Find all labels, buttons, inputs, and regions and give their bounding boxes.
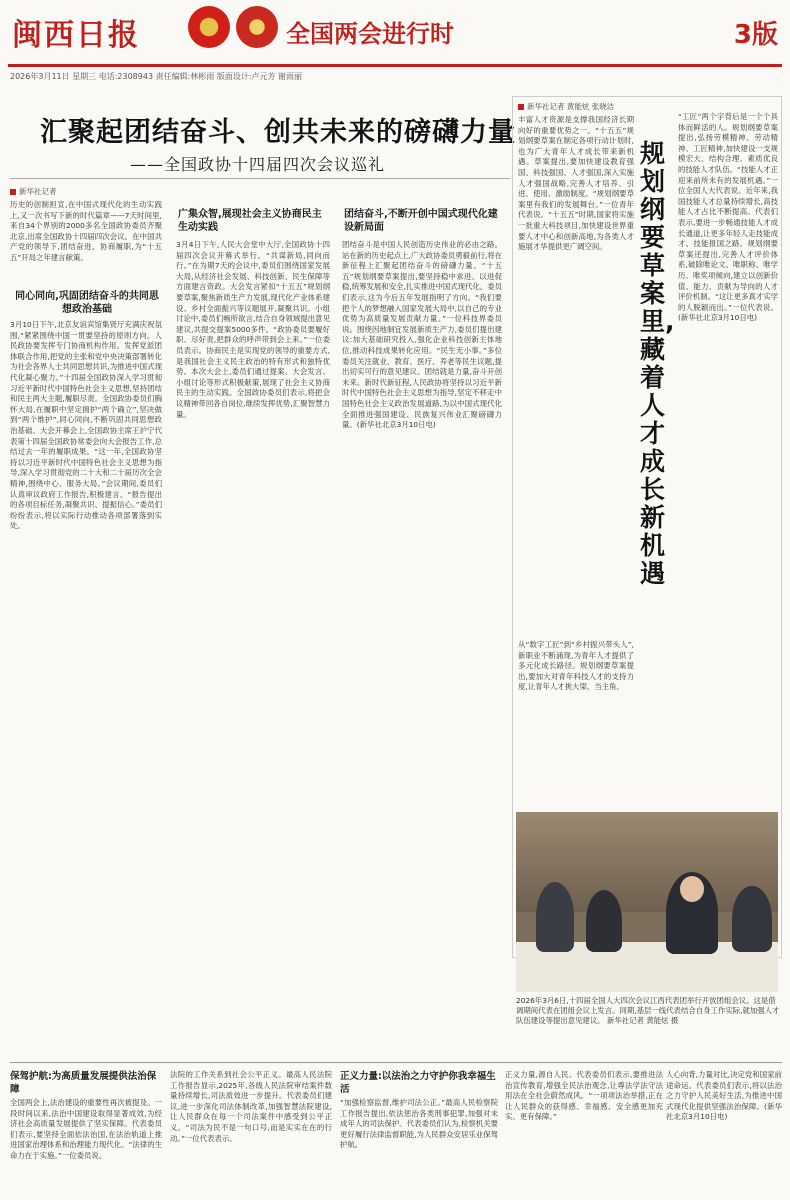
bottom-body-2: 法院的工作关系到社会公平正义。最高人民法院工作报告显示,2025年,各级人民法院审结案件数量持续增长,司法质效进一步提升。代表委员们建议,进一步深化司法体制改革,加强智慧法院建设,让人民群众在每一个司法案件中感受到公平正义。“司法为民不是一句口号,而是实实在在的行动。”一位代表表示。 [170, 1070, 332, 1143]
bottom-col-5 [666, 1070, 782, 1194]
divider [10, 1062, 782, 1063]
sidebar-body-3: 从“数字工匠”到“乡村振兴带头人”,新职业不断涌现,为青年人才提供了多元化成长路径。规划纲要草案提出,要加大对青年科技人才的支持力度,让青年人才挑大梁、当主角。 [518, 640, 634, 692]
lead-headline: 汇聚起团结奋斗、创共未来的磅礴力量 [40, 117, 516, 148]
speaker-face [680, 876, 704, 902]
lead-col-a-body: 3月10日下午,北京友谊宾馆集贤厅充满庆祝氛围,“紧紧围绕中国一贯要坚持的原则方向。人民政协要发挥专门协商机构作用。发挥党派团体联合作用,把党的主张和党中央决策部署转化为社会各界人士共同思想共识,为推进中国式现代化凝心聚力。”十四届全国政协深入学习贯彻习近平新时代中国特色社会主义思想,坚持团结和民主两大主题,履职尽责。全国政协委员们胸怀大局,在履职中坚定拥护“两个确立”,坚决做到“两个维护”,同心同向,不断巩固共同思想政治基础。大会开幕会上,全国政协主席王沪宁代表第十四届全国政协常委会向大会报告工作,总结过去一年的履职成果。“这一年,全国政协坚持以习近平新时代中国特色社会主义思想为指导,深入学习贯彻党的二十大和二十届历次全会精神,围绕中心、服务大局。”会议期间,委员们认真审议政府工作报告,积极建言。“报告提出的各项目标任务,凝聚共识、提振信心。”委员们纷纷表示,将以实际行动推动各项部署落到实处。 [10, 320, 162, 531]
bottom-body-3: “加强检察监督,维护司法公正。”最高人民检察院工作报告提出,依法惩治各类刑事犯罪,加强对未成年人的司法保护。代表委员们认为,检察机关要更好履行法律监督职能,为人民群众安居乐业保驾护航。 [340, 1098, 498, 1150]
sidebar-byline: 新华社记者 黄能炫 张晓洁 [518, 101, 614, 112]
bottom-body-5: 人心向背,力量对比,决定党和国家前途命运。代表委员们表示,将以法治之力守护人民美好生活,为推进中国式现代化提供坚强法治保障。(新华社北京3月10日电) [666, 1070, 782, 1122]
issue-info: 2026年3月11日 星期三 电话:2308943 责任编辑:林彬雨 版面设计:卢元芳 谢雨丽 [10, 72, 303, 81]
bullet-icon [518, 104, 524, 110]
photo-caption: 2026年3月6日,十四届全国人大四次会议江西代表团举行开放团组会议。这是借调期间代表在团组会议上发言。同期,基层一线代表结合自身工作实际,就加强人才队伍建设等提出意见建议。 新华社记者 黄能炫 摄 [516, 996, 780, 1025]
bottom-body-4: 正义力量,源自人民。代表委员们表示,要推进法治宣传教育,增强全民法治观念,让尊法学法守法用法在全社会蔚然成风。“一项项法治举措,正在让人民群众的获得感、幸福感、安全感更加充实、更有保障。” [505, 1070, 663, 1122]
national-emblem-icon [188, 6, 230, 48]
lead-byline: 新华社记者 [10, 186, 57, 197]
lead-subhead: ——全国政协十四届四次会议巡礼 [130, 155, 386, 174]
bottom-col-4 [505, 1070, 663, 1194]
lead-col-b-body: 3月4日下午,人民大会堂中大厅,全国政协十四届四次会议开幕式举行。“共谋新局,同向而行。”在为期7天的会议中,委员们围绕国家发展大局,从经济社会发展、科技创新、民生保障等方面建言资政。大会发言紧扣“十五五”规划纲要草案,聚焦新质生产力发展,现代化产业体系建设、乡村全面振兴等议题展开,凝聚共识。小组讨论中,委员们畅所欲言,结合自身领域提出意见建议,共提交提案5000多件。“政协委员要履好职、尽好责,把群众的呼声带到会上来。”一位委员表示。协商民主是实现党的领导的重要方式,是我国社会主义民主政治的特有形式和独特优势。本次大会上,委员们通过提案、大会发言、小组讨论等形式积极献策,展现了社会主义协商民主的生动实践。全国政协委员们表示,将把会议精神带回各自岗位,继续发挥优势,汇聚智慧力量。 [176, 240, 330, 419]
lead-subtitle-3: 团结奋斗,不断开创中国式现代化建设新局面 [344, 209, 498, 233]
sidebar-body-1: 丰富人才资源是支撑我国经济长期向好的重要优势之一。“十五五”规划纲要草案在制定各项行动计划时,也为广大青年人才成长带来新机遇。草案提出,要加快建设教育强国、科技强国、人才强国,深入实施人才强国战略,完善人才培养、引进、使用、激励制度。“规划纲要草案里有我们的发展舞台。”一位青年代表说。“十五五”时期,国家将实施一批重大科技项目,加快建设世界重要人才中心和创新高地,为各类人才施展才华提供更广阔空间。 [518, 115, 634, 252]
page-number: 3版 [733, 20, 778, 50]
person-figure [586, 890, 622, 952]
lead-col-c-body: 团结奋斗是中国人民创造历史伟业的必由之路。站在新的历史起点上,广大政协委员勇毅前行,将在新征程上汇聚起团结奋斗的磅礴力量。“十五五”规划纲要草案提出,要坚持稳中求进、以进促稳,统筹发展和安全,扎实推进中国式现代化。委员们表示,这为今后五年发展指明了方向。“我们要把个人的梦想融入国家发展大局中,以自己的专业优势为高质量发展贡献力量。”一位科技界委员说。围绕因地制宜发展新质生产力,委员们提出建议:加大基础研究投入,强化企业科技创新主体地位,推动科技成果转化应用。“民生无小事。”多位委员关注就业、教育、医疗、养老等民生议题,提出切实可行的意见建议。团结就是力量,奋斗开创未来。新时代新征程,人民政协将坚持以习近平新时代中国特色社会主义思想为指导,坚定不移走中国特色社会主义政治发展道路,为以中国式现代化全面推进强国建设、民族复兴伟业汇聚磅礴力量。(新华社北京3月10日电) [342, 240, 502, 430]
lead-intro: 历史的创制担宣,在中国式现代化的生动实践上,又一次书写下新的时代篇章——7天时间里,来自34个界别的2000多名全国政协委员齐聚北京,出席全国政协十四届四次会议。在中国共产党的领导下,团结奋进、协商履职,为“十五五”开局之年建言献策。 [10, 200, 162, 262]
bullet-icon [10, 189, 16, 195]
bottom-subtitle-1: 保驾护航:为高质量发展提供法治保障 [10, 1071, 157, 1095]
bottom-col-3 [340, 1070, 498, 1194]
sidebar-headline: 规划纲要草案里,藏着人才成长新机遇 [640, 139, 675, 588]
bottom-col-2 [170, 1070, 332, 1194]
divider [10, 178, 510, 179]
lead-subtitle-2: 广集众智,展现社会主义协商民主生动实践 [178, 209, 322, 233]
bottom-col-1 [10, 1070, 162, 1194]
news-photo [516, 812, 778, 992]
section-banner: 全国两会进行时 [286, 20, 454, 48]
sidebar-body-2: “工匠”两个字背后是一个个具体而鲜活的人。规划纲要草案提出,弘扬劳模精神、劳动精神、工匠精神,加快建设一支规模宏大、结构合理、素质优良的技能人才队伍。“技能人才正迎来前所未有的发展机遇。”一位全国人大代表说。近年来,我国技能人才总量持续增长,高技能人才占比不断提高。代表们表示,要进一步畅通技能人才成长通道,让更多年轻人走技能成才、技能报国之路。规划纲要草案还提出,完善人才评价体系,破除唯论文、唯职称、唯学历、唯奖项倾向,建立以创新价值、能力、贡献为导向的人才评价机制。“这让更多真才实学的人脱颖而出。”一位代表说。(新华社北京3月10日电) [678, 112, 778, 323]
cppcc-emblem-icon [236, 6, 278, 48]
newspaper-logo: 闽西日报 [12, 18, 140, 53]
masthead [0, 0, 790, 60]
masthead-rule [8, 64, 782, 67]
lead-subtitle-1: 同心同向,巩固团结奋斗的共同思想政治基础 [15, 291, 159, 315]
bottom-body-1: 全国两会上,法治建设的重要性再次被提及。一段时间以来,法治中国建设取得显著成效,为经济社会高质量发展提供了坚实保障。代表委员们表示,要坚持全面依法治国,在法治轨道上推进国家治理体系和治理能力现代化。“法律的生命力在于实施。”一位委员说。 [10, 1098, 162, 1160]
bottom-subtitle-2: 正义力量:以法治之力守护你我幸福生活 [340, 1071, 496, 1095]
person-figure [536, 882, 574, 952]
person-figure [732, 886, 772, 952]
